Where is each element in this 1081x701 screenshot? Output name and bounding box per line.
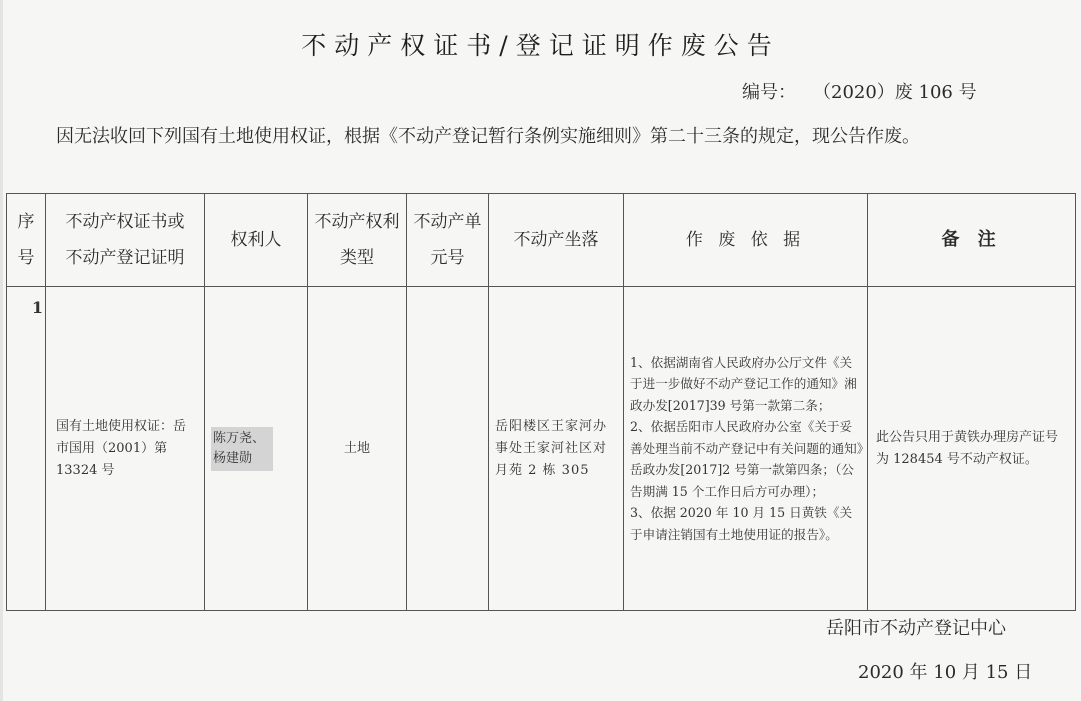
holder-name-2: 杨建勋 xyxy=(213,450,253,466)
cell-holder xyxy=(205,287,308,611)
document-number-label: 编号： xyxy=(742,82,796,103)
header-unit-number xyxy=(407,194,489,287)
header-holder: 权利人 xyxy=(205,194,308,287)
header-certificate-line-1: 不动产权证书或 xyxy=(65,212,185,232)
page-title: 不动产权证书/登记证明作废公告 xyxy=(301,31,780,60)
intro-paragraph: 因无法收回下列国有土地使用权证，根据《不动产登记暂行条例实施细则》第二十三条的规定，现公告作废。 xyxy=(56,126,920,147)
header-right-type xyxy=(308,194,407,287)
header-basis: 作 废 依 据 xyxy=(624,194,868,287)
announcement-table xyxy=(6,193,1076,611)
header-location: 不动产坐落 xyxy=(489,194,624,287)
cell-location: 岳阳楼区王家河办事处王家河社区对月苑 2 栋 305 xyxy=(489,287,624,611)
header-unit-number-line-1: 不动产单 xyxy=(413,212,482,232)
holder-names xyxy=(211,427,273,471)
basis-item-3: 3、依据 2020 年 10 月 15 日黄铁《关于申请注销国有土地使用证的报告》。 xyxy=(630,505,853,542)
cell-note: 此公告只用于黄铁办理房产证号为 128454 号不动产权证。 xyxy=(868,287,1076,611)
scan-edge xyxy=(0,0,3,701)
holder-name-1: 陈万尧、 xyxy=(213,430,266,446)
cell-certificate: 国有土地使用权证：岳市国用（2001）第 13324 号 xyxy=(46,287,205,611)
header-right-type-line-1: 不动产权利 xyxy=(314,212,400,232)
issuing-organization: 岳阳市不动产登记中心 xyxy=(826,618,1006,639)
basis-item-2: 2、依据岳阳市人民政府办公室《关于妥善处理当前不动产登记中有关问题的通知》岳政办发[2017]2 号第一款第四条；（公告期满 15 个工作日后方可办理）； xyxy=(630,419,863,499)
header-note: 备 注 xyxy=(868,194,1076,287)
header-seq xyxy=(7,194,46,287)
header-certificate-line-2: 不动产登记证明 xyxy=(65,248,185,268)
table-header-row xyxy=(7,194,1076,287)
cell-seq: 1 xyxy=(7,287,46,611)
issue-date: 2020 年 10 月 15 日 xyxy=(858,662,1033,683)
document-number-value: （2020）废 106 号 xyxy=(822,82,977,103)
cell-basis xyxy=(624,287,868,611)
document-number xyxy=(742,78,977,104)
table-row xyxy=(7,287,1076,611)
basis-item-1: 1、依据湖南省人民政府办公厅文件《关于进一步做好不动产登记工作的通知》湘政办发[2017]39 号第一款第二条； xyxy=(630,354,857,413)
cell-right-type: 土地 xyxy=(308,287,407,611)
cell-unit-number xyxy=(407,287,489,611)
header-certificate xyxy=(46,194,205,287)
header-right-type-line-2: 类型 xyxy=(340,248,374,268)
header-seq-line-1: 序 xyxy=(17,212,35,232)
header-unit-number-line-2: 元号 xyxy=(430,248,465,268)
header-seq-line-2: 号 xyxy=(17,248,35,268)
